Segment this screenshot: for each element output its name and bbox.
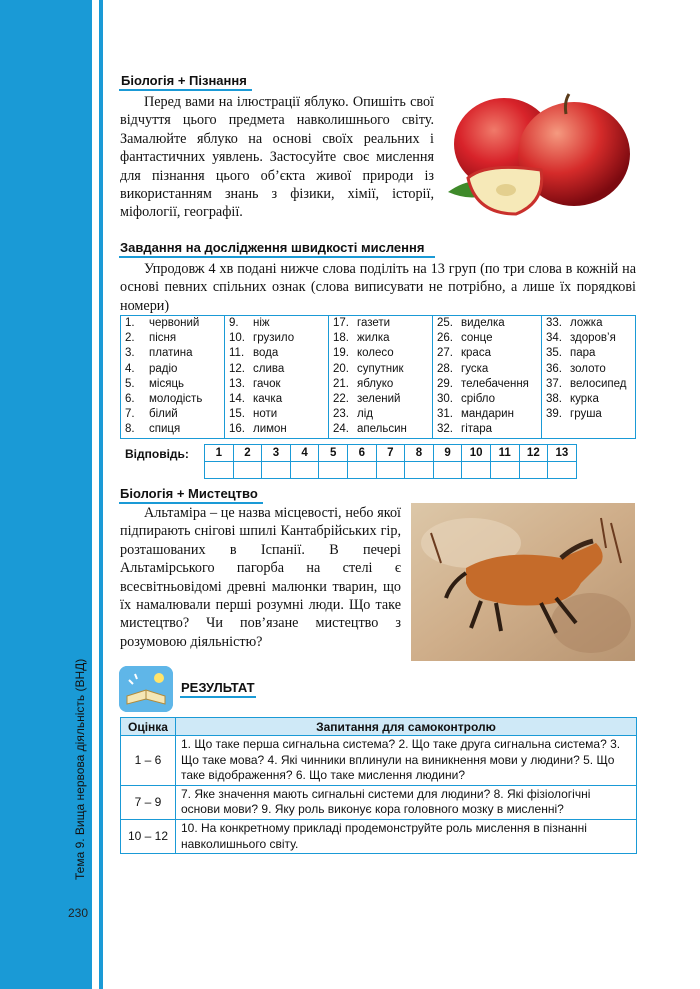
- answer-cell[interactable]: [290, 462, 319, 479]
- word-item: 5. місяць: [125, 377, 185, 390]
- answer-cell[interactable]: [262, 462, 291, 479]
- word-item: 8. спиця: [125, 423, 181, 436]
- header-grade: Оцінка: [121, 718, 176, 736]
- sidebar-gap: [92, 0, 99, 989]
- word-item: 29. телебачення: [437, 377, 529, 390]
- words-column: [329, 316, 433, 439]
- word-item: 3. платина: [125, 347, 193, 360]
- answer-cell[interactable]: [490, 462, 519, 479]
- grade-cell: 7 – 9: [121, 785, 176, 819]
- thinking-speed-task-text: Упродовж 4 хв подані нижче слова поділіть на 13 груп (по три слова в кожній на основі певних спільних ознак (слова виписувати не потрібно, а лише їх порядкові номери): [120, 261, 636, 314]
- words-column: [433, 316, 542, 439]
- answer-cell[interactable]: [347, 462, 376, 479]
- page-number: 230: [68, 906, 89, 920]
- answer-number: 1: [205, 445, 234, 462]
- word-item: 4. радіо: [125, 362, 178, 375]
- sidebar-stripe: [99, 0, 103, 989]
- title-underline: [119, 256, 435, 258]
- word-item: 14. качка: [229, 393, 283, 406]
- word-item: 21. яблуко: [333, 377, 394, 390]
- header-questions: Запитання для самоконтролю: [176, 718, 637, 736]
- word-item: 23. лід: [333, 408, 373, 421]
- answer-cell[interactable]: [405, 462, 434, 479]
- title-underline: [119, 89, 252, 91]
- answer-number: 10: [462, 445, 491, 462]
- answer-number: 5: [319, 445, 348, 462]
- word-item: 13. гачок: [229, 377, 281, 390]
- answer-cell[interactable]: [233, 462, 262, 479]
- words-column: [542, 316, 636, 439]
- answer-cell[interactable]: [519, 462, 548, 479]
- answer-number: 7: [376, 445, 405, 462]
- apple-task-text: Перед вами на ілюстрації яблуко. Опишіть свої відчуття цього предмета навколишнього світу. Замалюйте яблуко на основі своїх реальних і фантастичних уявлень. Застосуйте своє мислення для пізнання цього об’єкта живої природи із використанням знань з фізики, хімії, історії, міфології, географії.: [120, 94, 434, 221]
- word-item: 22. зелений: [333, 393, 401, 406]
- answer-cell[interactable]: [462, 462, 491, 479]
- word-item: 34. здоров’я: [546, 332, 616, 345]
- table-row: [121, 736, 637, 786]
- chapter-title-vertical: Тема 9. Вища нервова діяльність (ВНД): [73, 658, 87, 880]
- word-item: 28. гуска: [437, 362, 489, 375]
- answer-number: 9: [433, 445, 462, 462]
- word-item: 15. ноти: [229, 408, 278, 421]
- word-item: 18. жилка: [333, 332, 390, 345]
- word-item: 10. грузило: [229, 332, 295, 345]
- word-item: 25. виделка: [437, 317, 505, 329]
- word-item: 26. сонце: [437, 332, 493, 345]
- word-item: 1. червоний: [125, 317, 200, 329]
- word-item: 32. гітара: [437, 423, 493, 436]
- altamira-text: Альтаміра – це назва місцевості, небо якої підпирають снігові шпилі Кантабрійських гір, розташованих в Іспанії. В печері Альтамірського пагорба на стелі є всесвітньовідомі древні малюнки тварин, що їх намалювали перші розумні люди. Що таке мистецтво? Чи пов’язане мистецтво з розумовою діяльністю?: [120, 505, 401, 650]
- answer-grid: [204, 444, 577, 479]
- word-item: 30. срібло: [437, 393, 496, 406]
- word-item: 19. колесо: [333, 347, 394, 360]
- apple-image: [446, 92, 632, 217]
- questions-cell: 1. Що таке перша сигнальна система? 2. Що таке друга сигнальна система? 3. Що таке мова? 4. Які чинники вплинули на виникнення мови у людини? 5. Що таке відображення? 6. Що таке мислення людини?: [176, 736, 637, 786]
- cave-painting-image: [411, 503, 635, 661]
- questions-cell: 10. На конкретному прикладі продемонструйте роль мислення в пізнанні навколишнього світу.: [176, 819, 637, 853]
- word-item: 35. пара: [546, 347, 596, 360]
- section-title-thinking-speed: Завдання на дослідження швидкості мислення: [120, 240, 425, 255]
- answer-number: 2: [233, 445, 262, 462]
- answer-number: 3: [262, 445, 291, 462]
- answer-number: 6: [347, 445, 376, 462]
- word-item: 16. лимон: [229, 423, 287, 436]
- result-title: РЕЗУЛЬТАТ: [181, 680, 255, 695]
- word-item: 31. мандарин: [437, 408, 514, 421]
- answer-cell[interactable]: [319, 462, 348, 479]
- word-item: 39. груша: [546, 408, 602, 421]
- answer-number: 8: [405, 445, 434, 462]
- section-title-biology-cognition: Біологія + Пізнання: [121, 73, 247, 88]
- answer-number: 12: [519, 445, 548, 462]
- word-item: 27. краса: [437, 347, 491, 360]
- answer-cell[interactable]: [376, 462, 405, 479]
- answer-cell[interactable]: [548, 462, 577, 479]
- self-control-table: [120, 717, 637, 854]
- answer-number: 11: [490, 445, 519, 462]
- answer-number: 13: [548, 445, 577, 462]
- book-icon: [119, 666, 173, 712]
- answer-cell[interactable]: [205, 462, 234, 479]
- answer-number: 4: [290, 445, 319, 462]
- grade-cell: 10 – 12: [121, 819, 176, 853]
- word-item: 37. велосипед: [546, 377, 627, 390]
- word-item: 11. вода: [229, 347, 279, 360]
- words-table: [120, 315, 636, 439]
- words-column: [225, 316, 329, 439]
- word-item: 2. пісня: [125, 332, 177, 345]
- questions-cell: 7. Яке значення мають сигнальні системи для людини? 8. Які фізіологічні основи мови? 9. Яку роль виконує кора головного мозку в мисленні?: [176, 785, 637, 819]
- answer-label: Відповідь:: [125, 447, 189, 461]
- word-item: 24. апельсин: [333, 423, 407, 436]
- section-title-biology-art: Біологія + Мистецтво: [120, 486, 258, 501]
- word-item: 17. газети: [333, 317, 391, 329]
- word-item: 36. золото: [546, 362, 606, 375]
- table-row: [121, 819, 637, 853]
- word-item: 9. ніж: [229, 317, 270, 329]
- answer-cell[interactable]: [433, 462, 462, 479]
- title-underline: [180, 696, 256, 698]
- word-item: 38. курка: [546, 393, 599, 406]
- table-row: [121, 785, 637, 819]
- word-item: 7. білий: [125, 408, 178, 421]
- word-item: 6. молодість: [125, 393, 203, 406]
- word-item: 20. супутник: [333, 362, 404, 375]
- words-column: [121, 316, 225, 439]
- word-item: 12. слива: [229, 362, 285, 375]
- grade-cell: 1 – 6: [121, 736, 176, 786]
- word-item: 33. ложка: [546, 317, 603, 329]
